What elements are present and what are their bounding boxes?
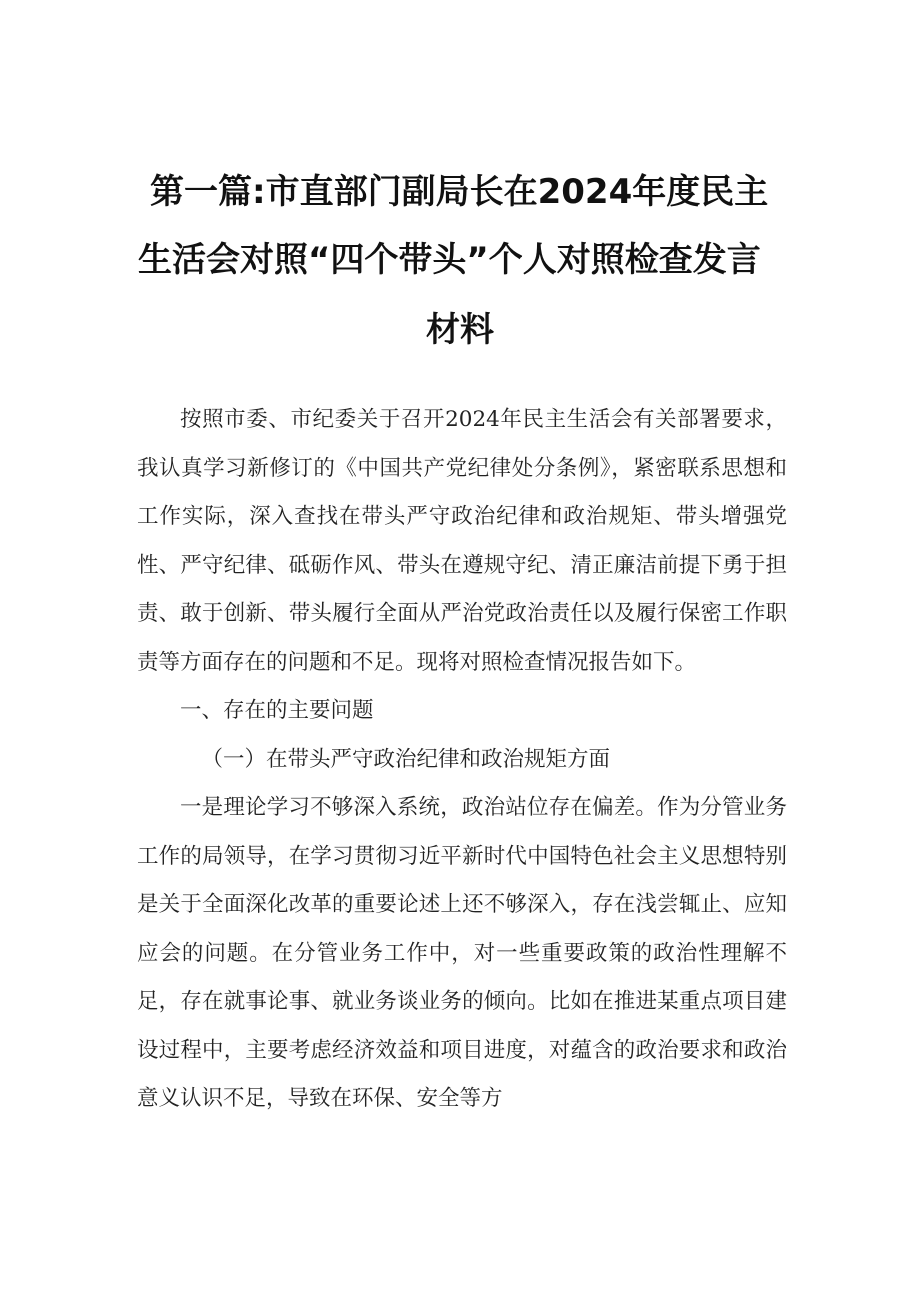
document-title-line-2: 生活会对照“四个带头”个人对照检查发言 — [138, 240, 761, 280]
body-paragraph: 一是理论学习不够深入系统，政治站位存在偏差。作为分管业务工作的局领导，在学习贯彻习近平新时代中国特色社会主义思想特别是关于全面深化改革的重要论述上还不够深入，存在浅尝辄止、应知应会的问题。在分管业务工作中，对一些重要政策的政治性理解不足，存在就事论事、就业务谈业务的倾向。比如在推进某重点项目建设过程中，主要考虑经济效益和项目进度，对蕴含的政治要求和政治意义认识不足，导致在环保、安全等方 — [137, 795, 787, 1111]
document-title-line-1: 第一篇:市直部门副局长在2024年度民主 — [150, 172, 769, 212]
intro-paragraph: 按照市委、市纪委关于召开2024年民主生活会有关部署要求，我认真学习新修订的《中国共产党纪律处分条例》，紧密联系思想和工作实际，深入查找在带头严守政治纪律和政治规矩、带头增强党性、严守纪律、砥砺作风、带头在遵规守纪、清正廉洁前提下勇于担责、敢于创新、带头履行全面从严治党政治责任以及履行保密工作职责等方面存在的问题和不足。现将对照检查情况报告如下。 — [137, 407, 787, 675]
document-body — [137, 396, 787, 1124]
section-heading: 一、存在的主要问题 — [180, 698, 374, 723]
document-title-line-3: 材料 — [426, 310, 494, 350]
subsection-heading: （一）在带头严守政治纪律和政治规矩方面 — [201, 746, 611, 772]
